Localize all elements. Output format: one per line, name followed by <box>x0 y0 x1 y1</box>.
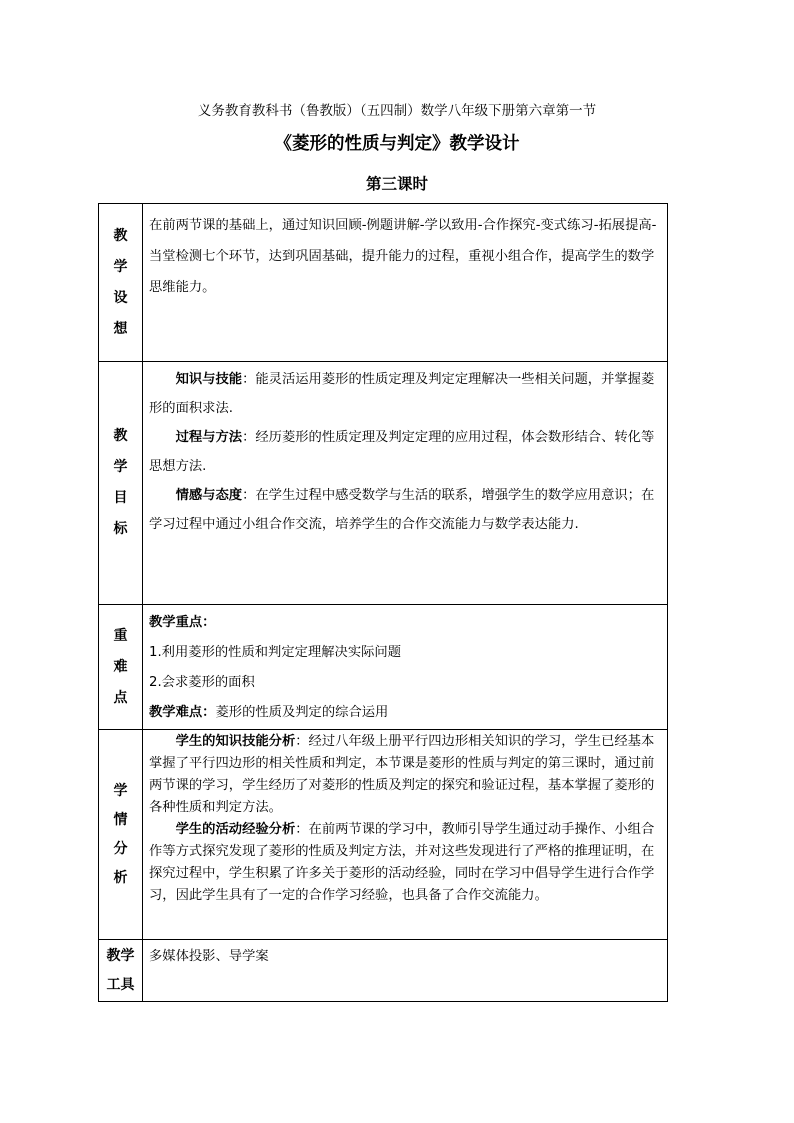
student-experience-analysis: 学生的活动经验分析：在前两节课的学习中，教师引导学生通过动手操作、小组合作等方式探究发现了菱形的性质及判定方法，并对这些发现进行了严格的推理证明，在探究过程中，学生积累了许多关于菱形的活动经验，同时在学习中倡导学生进行合作学习，因此学生具有了一定的合作学习经验，也具备了合作交流能力。 <box>149 822 655 903</box>
row-teaching-goals <box>99 362 668 605</box>
teaching-design-text: 在前两节课的基础上，通过知识回顾-例题讲解-学以致用-合作探究-变式练习-拓展提高-当堂检测七个环节，达到巩固基础，提升能力的过程，重视小组合作，提高学生的数学思维能力。 <box>149 218 657 295</box>
teaching-design-content <box>143 204 668 362</box>
student-analysis-content <box>143 730 668 940</box>
focus-title: 教学重点： <box>149 615 216 630</box>
lesson-plan-table <box>98 203 668 1002</box>
teaching-design-label: 教 学 设 想 <box>99 204 143 362</box>
row-teaching-design <box>99 204 668 362</box>
goal-emotion: 情感与态度：在学生过程中感受数学与生活的联系，增强学生的数学应用意识；在学习过程中通过小组合作交流，培养学生的合作交流能力与数学表达能力. <box>149 488 655 532</box>
student-analysis-label: 学 情 分 析 <box>99 730 143 940</box>
teaching-tools-text: 多媒体投影、导学案 <box>149 949 269 964</box>
key-points-content <box>143 605 668 730</box>
row-teaching-tools <box>99 940 668 1002</box>
difficulty: 教学难点：菱形的性质及判定的综合运用 <box>149 705 389 720</box>
document-title: 《菱形的性质与判定》教学设计 <box>274 134 520 154</box>
document-subtitle: 义务教育教科书（鲁教版）（五四制）数学八年级下册第六章第一节 <box>197 103 597 119</box>
key-points-label: 重 难 点 <box>99 605 143 730</box>
teaching-tools-content <box>143 940 668 1002</box>
teaching-goals-label: 教 学 目 标 <box>99 362 143 605</box>
focus-item-2: 2.会求菱形的面积 <box>149 675 255 690</box>
teaching-tools-label: 教学 工具 <box>99 940 143 1002</box>
row-student-analysis <box>99 730 668 940</box>
student-skills-analysis: 学生的知识技能分析：经过八年级上册平行四边形相关知识的学习，学生已经基本掌握了平行四边形的相关性质和判定，本节课是菱形的性质与判定的第三课时，通过前两节课的学习，学生经历了对菱形的性质及判定的探究和验证过程，基本掌握了菱形的各种性质和判定方法。 <box>149 734 655 815</box>
goal-knowledge: 知识与技能：能灵活运用菱形的性质定理及判定定理解决一些相关问题，并掌握菱形的面积求法. <box>149 372 655 416</box>
goal-process: 过程与方法：经历菱形的性质定理及判定定理的应用过程，体会数形结合、转化等思想方法. <box>149 430 655 474</box>
lesson-session: 第三课时 <box>365 175 428 193</box>
focus-item-1: 1.利用菱形的性质和判定定理解决实际问题 <box>149 645 402 660</box>
teaching-goals-content <box>143 362 668 605</box>
row-key-points <box>99 605 668 730</box>
